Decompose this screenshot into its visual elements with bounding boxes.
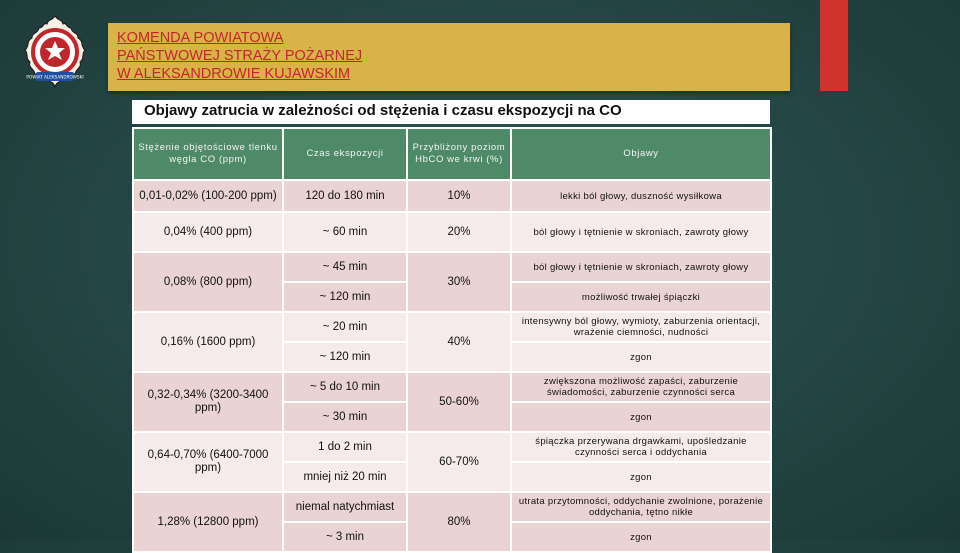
cell-symptoms: zwiększona możliwość zapaści, zaburzenie świadomości, zaburzenie czynności serca	[511, 372, 771, 402]
logo-ribbon-text: POWIAT ALEKSANDROWSKI	[26, 74, 84, 80]
cell-symptoms: zgon	[511, 402, 771, 432]
cell-hbco: 10%	[407, 180, 511, 212]
cell-exposure-time: ~ 120 min	[283, 282, 407, 312]
table-row	[133, 212, 771, 252]
cell-symptoms: możliwość trwałej śpiączki	[511, 282, 771, 312]
header-hbco-level: Przybliżony poziom HbCO we krwi (%)	[407, 128, 511, 180]
cell-exposure-time: 1 do 2 min	[283, 432, 407, 462]
cell-symptoms: zgon	[511, 522, 771, 552]
cell-symptoms: intensywny ból głowy, wymioty, zaburzenia orientacji, wrażenie ciemności, nudności	[511, 312, 771, 342]
cell-exposure-time: ~ 45 min	[283, 252, 407, 282]
table-row	[133, 432, 771, 462]
cell-hbco: 60-70%	[407, 432, 511, 492]
cell-exposure-time: ~ 120 min	[283, 342, 407, 372]
cell-exposure-time: ~ 60 min	[283, 212, 407, 252]
header-symptoms: Objawy	[511, 128, 771, 180]
cell-symptoms: ból głowy i tętnienie w skroniach, zawroty głowy	[511, 212, 771, 252]
cell-symptoms: zgon	[511, 342, 771, 372]
cell-concentration: 0,04% (400 ppm)	[133, 212, 283, 252]
table-row	[133, 312, 771, 342]
header-line-2: PAŃSTWOWEJ STRAŻY POŻARNEJ	[117, 48, 363, 64]
cell-concentration: 1,28% (12800 ppm)	[133, 492, 283, 552]
cell-hbco: 40%	[407, 312, 511, 372]
cell-symptoms: lekki ból głowy, duszność wysiłkowa	[511, 180, 771, 212]
cell-exposure-time: ~ 5 do 10 min	[283, 372, 407, 402]
cell-exposure-time: 120 do 180 min	[283, 180, 407, 212]
cell-symptoms: śpiączka przerywana drgawkami, upośledzanie czynności serca i oddychania	[511, 432, 771, 462]
table-header-row	[133, 128, 771, 180]
cell-exposure-time: ~ 20 min	[283, 312, 407, 342]
cell-hbco: 50-60%	[407, 372, 511, 432]
table-row	[133, 180, 771, 212]
header-exposure-time: Czas ekspozycji	[283, 128, 407, 180]
header-line-3: W ALEKSANDROWIE KUJAWSKIM	[117, 66, 351, 82]
cell-exposure-time: ~ 3 min	[283, 522, 407, 552]
cell-symptoms: utrata przytomności, oddychanie zwolnione, porażenie oddychania, tętno nikłe	[511, 492, 771, 522]
table-row	[133, 372, 771, 402]
cell-exposure-time: ~ 30 min	[283, 402, 407, 432]
table-row	[133, 252, 771, 282]
cell-exposure-time: niemal natychmiast	[283, 492, 407, 522]
cell-hbco: 20%	[407, 212, 511, 252]
cell-exposure-time: mniej niż 20 min	[283, 462, 407, 492]
cell-concentration: 0,01-0,02% (100-200 ppm)	[133, 180, 283, 212]
cell-symptoms: ból głowy i tętnienie w skroniach, zawroty głowy	[511, 252, 771, 282]
cell-concentration: 0,16% (1600 ppm)	[133, 312, 283, 372]
header-box	[108, 23, 790, 91]
header-concentration: Stężenie objętościowe tlenku węgla CO (ppm)	[133, 128, 283, 180]
cell-concentration: 0,08% (800 ppm)	[133, 252, 283, 312]
cell-hbco: 30%	[407, 252, 511, 312]
cell-symptoms: zgon	[511, 462, 771, 492]
cell-hbco: 80%	[407, 492, 511, 552]
red-accent-bar	[820, 0, 848, 91]
table-row	[133, 492, 771, 522]
co-symptoms-table	[132, 127, 772, 553]
cell-concentration: 0,64-0,70% (6400-7000 ppm)	[133, 432, 283, 492]
fire-service-emblem-icon	[22, 14, 88, 90]
header-line-1: KOMENDA POWIATOWA	[117, 30, 284, 46]
table-title: Objawy zatrucia w zależności od stężenia i czasu ekspozycji na CO	[132, 100, 770, 124]
cell-concentration: 0,32-0,34% (3200-3400 ppm)	[133, 372, 283, 432]
